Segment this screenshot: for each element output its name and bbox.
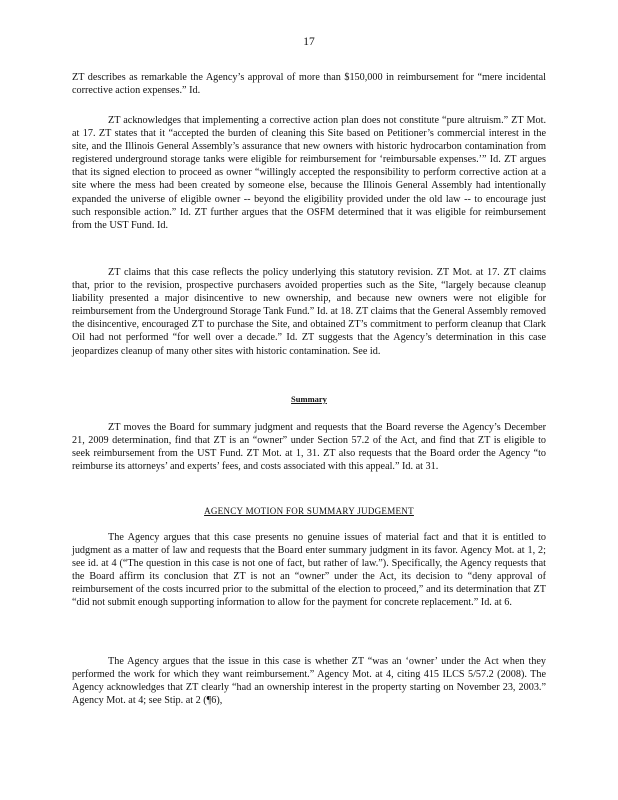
paragraph-5	[72, 531, 546, 610]
paragraph-6	[72, 655, 546, 707]
paragraph-text: ZT claims that this case reflects the policy underlying this statutory revision. ZT Mot. at 17. ZT claims that, prior to the revision, prospective purchasers avoided properties such as the Site, “largely because cleanup liability presented a major disincentive to new ownership, and because new owners were not eligible for reimbursement from the Underground Storage Tank Fund.” Id. at 18. ZT claims that the General Assembly removed the disincentive, encouraged ZT to purchase the Site, and obtained ZT’s commitment to perform cleanup that Clark Oil had not performed “for well over a decade.” Id. ZT suggests that the Agency’s determination in this case jeopardizes cleanup of many other sites with historic contamination. See id.	[72, 267, 546, 357]
paragraph-1	[72, 71, 546, 97]
section-heading-summary: Summary	[291, 394, 327, 404]
paragraph-4	[72, 421, 546, 473]
paragraph-text: The Agency argues that the issue in this case is whether ZT “was an ‘owner’ under the Act when they performed the work for which they want reimbursement.” Agency Mot. at 4, citing 415 ILCS 5/57.2 (2008). The Agency acknowledges that ZT clearly “had an ownership interest in the property starting on November 23, 2003.” Agency Mot. at 4; see Stip. at 2 (¶6),	[72, 656, 546, 707]
paragraph-text: The Agency argues that this case presents no genuine issues of material fact and that it is entitled to judgment as a matter of law and requests that the Board enter summary judgment in its favor. Agency Mot. at 1, 2; see id. at 4 (“The question in this case is not one of fact, but rather of law.”). Specifically, the Agency requests that the Board affirm its conclusion that ZT is not an “owner” under the Act, its decision to “deny approval of reimbursement of the costs incurred prior to the submittal of the election to proceed,” and its determination that ZT “did not submit enough supporting information to allow for the payment for concrete replacement.” Id. at 6.	[72, 532, 546, 609]
paragraph-2	[72, 114, 546, 232]
paragraph-text: ZT moves the Board for summary judgment and requests that the Board reverse the Agency’s December 21, 2009 determination, find that ZT is an “owner” under Section 57.2 of the Act, and find that ZT is eligible to seek reimbursement from the UST Fund. ZT Mot. at 1, 31. ZT also requests that the Board order the Agency “to reimburse its attorneys’ and experts’ fees, and costs associated with this appeal.” Id. at 31.	[72, 422, 546, 473]
page-number: 17	[303, 36, 315, 48]
section-heading-agency-motion: AGENCY MOTION FOR SUMMARY JUDGEMENT	[204, 506, 414, 516]
paragraph-text: ZT describes as remarkable the Agency’s approval of more than $150,000 in reimbursement for “mere incidental corrective action expenses.” Id.	[72, 72, 546, 97]
paragraph-text: ZT acknowledges that implementing a corrective action plan does not constitute “pure altruism.” ZT Mot. at 17. ZT states that it “accepted the burden of cleaning this Site based on Petitioner’s commercial interest in the site, and the Illinois General Assembly’s assurance that new owners with historic hydrocarbon contamination from registered underground storage tanks were eligible for reimbursement for ‘reimbursable expenses.’” Id. ZT argues that its signed election to proceed as owner “willingly accepted the responsibility to perform corrective action at a site where the mess had been created by someone else, because the Illinois General Assembly had intentionally expanded the universe of eligible owner -- beyond the eligibility provided under the old law -- to encourage just such responsible action.” Id. ZT further argues that the OSFM determined that it was eligible for reimbursement from the UST Fund. Id.	[72, 115, 546, 231]
paragraph-3	[72, 266, 546, 358]
